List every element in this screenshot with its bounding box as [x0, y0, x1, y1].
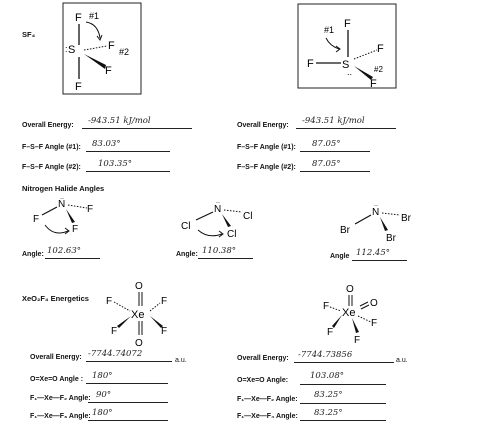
xe-right-oxo-value: 103.08°: [310, 371, 344, 381]
sf4-right-angle1-value: 87.05°: [312, 139, 341, 149]
atom-br-dash: Br: [401, 213, 411, 224]
atom-f2: F: [161, 296, 168, 307]
xe-right-oxo-label: O=Xe=O Angle:: [237, 377, 289, 384]
atom-n: N: [58, 199, 66, 210]
sf4-right-energy-label: Overall Energy:: [237, 122, 289, 129]
sf4-left-energy-label: Overall Energy:: [22, 122, 74, 129]
atom-f4: F: [354, 335, 361, 346]
sf4-structure-left: [62, 2, 142, 95]
xe-right-energy-value: -7744.73856: [298, 350, 353, 360]
xe-left-f13-label: F₁—Xe—F₃ Angle:: [30, 413, 91, 420]
svg-text:..: ..: [216, 198, 220, 205]
xeo2f4-structure-right: [318, 282, 388, 347]
xe-left-f13-value: 180°: [92, 408, 113, 418]
xe-right-f12-value: 83.25°: [314, 390, 343, 400]
sf4-left-angle2-label: F–S–F Angle (#2):: [22, 164, 81, 171]
atom-br-wedge: Br: [386, 233, 396, 244]
xe-left-energy-value: -7744.74072: [88, 349, 143, 359]
atom-f-top: F: [75, 12, 82, 24]
sf4-right-angle2-value: 87.05°: [312, 159, 341, 169]
nitrogen-title: Nitrogen Halide Angles: [22, 184, 105, 193]
atom-f3: F: [111, 326, 118, 337]
nbr3-angle-value: 112.45°: [356, 248, 390, 258]
atom-f-top: F: [344, 18, 351, 30]
atom-f2: F: [327, 327, 334, 338]
atom-n: N: [372, 207, 380, 218]
atom-o-right: O: [370, 298, 378, 309]
nbr3-structure: [338, 197, 423, 247]
atom-f-dash: F: [377, 43, 384, 55]
atom-xe: Xe: [131, 309, 145, 321]
atom-n: N: [214, 204, 222, 215]
sf4-left-energy-value: -943.51 kJ/mol: [88, 116, 151, 126]
ncl3-angle-label: Angle:: [176, 251, 198, 258]
xe-left-energy-label: Overall Energy:: [30, 354, 82, 361]
atom-f-wedge: F: [72, 224, 79, 235]
atom-s: S: [68, 44, 76, 56]
svg-text::: :: [65, 44, 68, 54]
atom-br-left: Br: [340, 225, 350, 236]
ncl3-angle-value: 110.38°: [202, 246, 236, 256]
xe-right-unit: a.u.: [396, 357, 408, 364]
atom-o-top: O: [135, 281, 143, 292]
xeo2f4-title: XeO₂F₄ Energetics: [22, 294, 89, 303]
atom-f-left: F: [307, 58, 314, 70]
sf4-right-energy-value: -943.51 kJ/mol: [302, 116, 365, 126]
sf4-left-angle2-value: 103.35°: [98, 159, 132, 169]
marker-2: #2: [374, 65, 383, 74]
svg-text:..: ..: [347, 67, 353, 77]
atom-f1: F: [106, 296, 113, 307]
xe-right-f12-label: F₁—Xe—F₂ Angle:: [237, 396, 298, 403]
xe-left-oxo-label: O=Xe=O Angle :: [30, 376, 84, 383]
sf4-left-angle1-label: F–S–F Angle (#1):: [22, 144, 81, 151]
xe-left-f12-label: F₁—Xe—F₂ Angle:: [30, 395, 91, 402]
xeo2f4-structure-left: [103, 278, 183, 350]
atom-cl-left: Cl: [181, 221, 191, 232]
atom-f-wedge: F: [105, 65, 112, 77]
nf3-angle-value: 102.63°: [47, 246, 81, 256]
xe-right-energy-label: Overall Energy:: [237, 355, 289, 362]
atom-f-bottom: F: [75, 81, 82, 93]
sf4-title: SF₄: [22, 30, 36, 39]
xe-left-f12-value: 90°: [96, 390, 112, 400]
nbr3-angle-label: Angle: [330, 253, 350, 260]
marker-1: #1: [324, 25, 335, 35]
sf4-right-angle1-label: F–S–F Angle (#1):: [237, 144, 296, 151]
marker-1: #1: [89, 11, 100, 21]
atom-f-wedge: F: [370, 78, 377, 90]
nf3-structure: [30, 195, 105, 240]
atom-f-right: F: [108, 40, 115, 52]
nf3-angle-label: Angle:: [22, 251, 44, 258]
atom-cl-wedge: Cl: [227, 229, 237, 240]
xe-right-f14-label: F₁—Xe—F₄ Angle:: [237, 413, 298, 420]
xe-left-oxo-value: 180°: [92, 371, 113, 381]
sf4-structure-right: [297, 2, 397, 90]
atom-f-dash: F: [87, 204, 94, 215]
atom-f1: F: [323, 301, 330, 312]
xe-right-f14-value: 83.25°: [314, 408, 343, 418]
atom-f4: F: [161, 326, 168, 337]
ncl3-structure: [178, 195, 263, 240]
atom-s: S: [342, 59, 350, 71]
marker-2: #2: [119, 47, 130, 57]
atom-f3: F: [371, 318, 378, 329]
atom-cl-dash: Cl: [243, 211, 253, 222]
svg-text:..: ..: [374, 201, 378, 208]
xe-left-unit: a.u.: [175, 357, 187, 364]
svg-text:..: ..: [60, 195, 64, 201]
atom-f-left: F: [33, 214, 40, 225]
atom-o-bottom: O: [135, 338, 143, 349]
atom-o-top: O: [346, 284, 354, 295]
sf4-right-angle2-label: F–S–F Angle (#2):: [237, 164, 296, 171]
atom-xe: Xe: [342, 307, 356, 319]
sf4-left-angle1-value: 83.03°: [92, 139, 121, 149]
